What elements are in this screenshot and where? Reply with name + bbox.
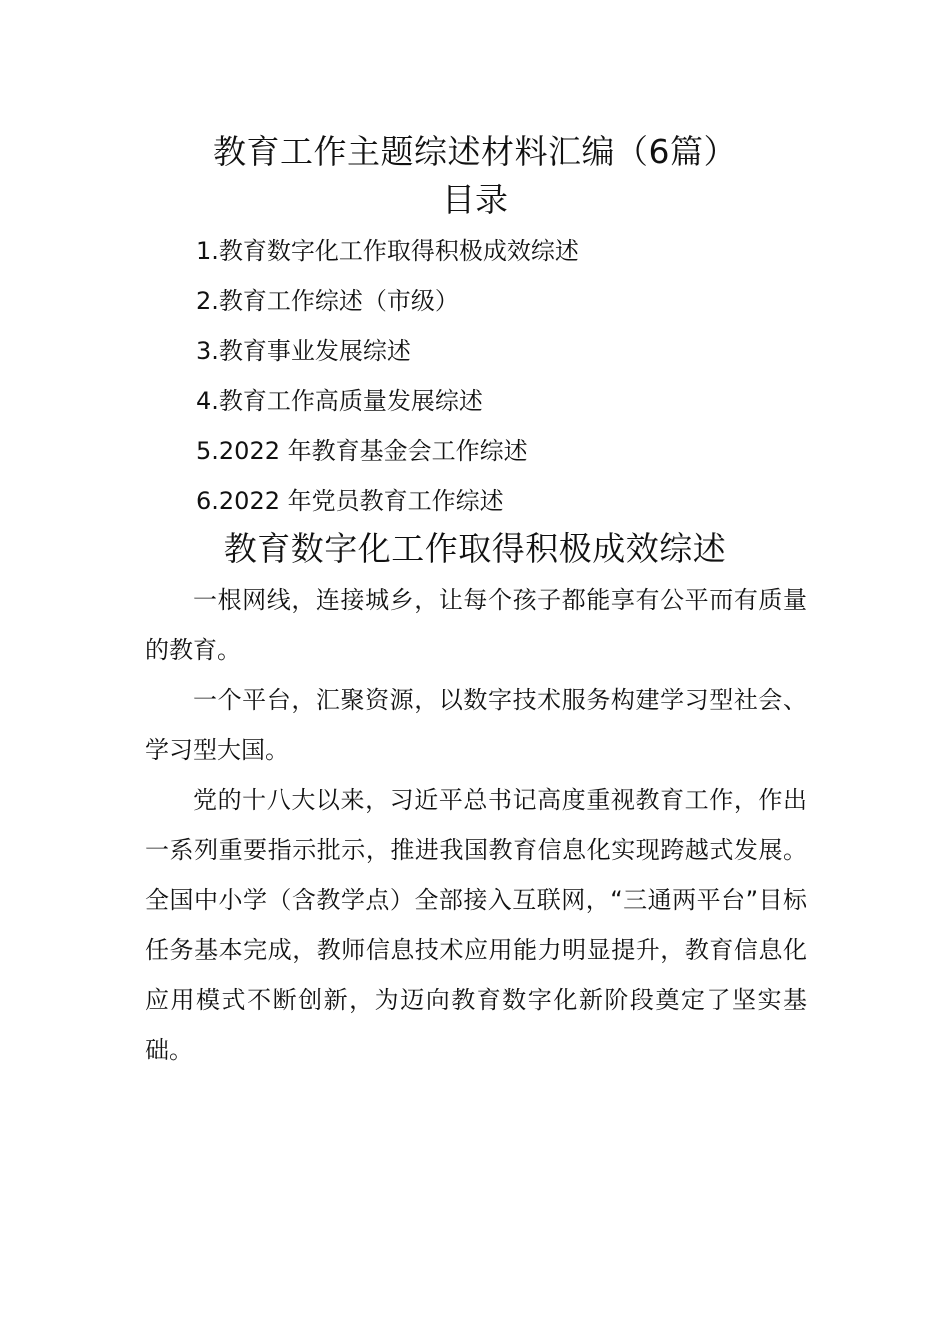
document-title: 教育工作主题综述材料汇编（6篇） <box>213 132 737 171</box>
section-body <box>145 575 807 1075</box>
table-of-contents <box>196 226 836 526</box>
toc-item-2: 2.教育工作综述（市级） <box>196 287 459 315</box>
toc-item-1: 1.教育数字化工作取得积极成效综述 <box>196 237 579 265</box>
paragraph-1: 一根网线，连接城乡，让每个孩子都能享有公平而有质量的教育。 <box>145 586 807 664</box>
toc-item-4: 4.教育工作高质量发展综述 <box>196 387 483 415</box>
paragraph-2: 一个平台，汇聚资源，以数字技术服务构建学习型社会、学习型大国。 <box>145 686 807 764</box>
section-title: 教育数字化工作取得积极成效综述 <box>223 529 727 568</box>
toc-heading: 目录 <box>442 180 508 219</box>
toc-item-6: 6.2022 年党员教育工作综述 <box>196 487 504 515</box>
toc-item-3: 3.教育事业发展综述 <box>196 337 411 365</box>
toc-item-5: 5.2022 年教育基金会工作综述 <box>196 437 528 465</box>
paragraph-3: 党的十八大以来，习近平总书记高度重视教育工作，作出一系列重要指示批示，推进我国教育信息化实现跨越式发展。全国中小学（含教学点）全部接入互联网，“三通两平台”目标任务基本完成，教师信息技术应用能力明显提升，教育信息化应用模式不断创新，为迈向教育数字化新阶段奠定了坚实基础。 <box>145 786 807 1064</box>
